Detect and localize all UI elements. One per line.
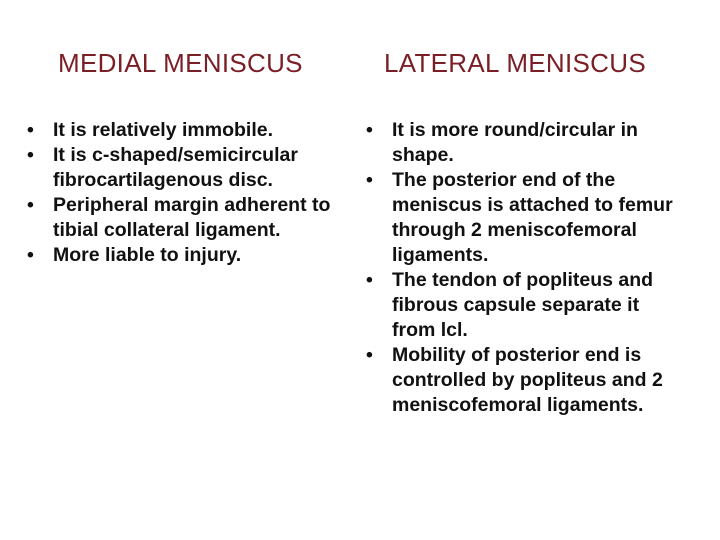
- medial-meniscus-title: MEDIAL MENISCUS: [58, 48, 303, 78]
- lateral-point-text: Mobility of posterior end is controlled by popliteus and 2 meniscofemoral ligaments.: [392, 344, 663, 416]
- bullet-icon: •: [366, 269, 373, 291]
- lateral-point-text: The tendon of popliteus and fibrous capsule separate it from lcl.: [392, 269, 654, 341]
- lateral-point: [357, 268, 682, 343]
- lateral-point-text: It is more round/circular in shape.: [392, 119, 638, 166]
- medial-point: [18, 143, 348, 193]
- bullet-icon: •: [366, 344, 373, 366]
- medial-point-text: Peripheral margin adherent to tibial collateral ligament.: [53, 194, 331, 241]
- bullet-icon: •: [27, 194, 34, 216]
- lateral-meniscus-title: LATERAL MENISCUS: [384, 48, 646, 78]
- bullet-icon: •: [27, 244, 34, 266]
- bullet-icon: •: [366, 119, 373, 141]
- lateral-point: [357, 168, 682, 268]
- lateral-point-text: The posterior end of the meniscus is attached to femur through 2 meniscofemoral ligaments.: [392, 169, 673, 266]
- lateral-meniscus-list: [357, 118, 682, 418]
- bullet-icon: •: [27, 119, 34, 141]
- medial-point-text: More liable to injury.: [53, 244, 242, 266]
- medial-point-text: It is c-shaped/semicircular fibrocartilagenous disc.: [53, 144, 298, 191]
- bullet-icon: •: [27, 144, 34, 166]
- bullet-icon: •: [366, 169, 373, 191]
- lateral-point: [357, 118, 682, 168]
- medial-meniscus-list: [18, 118, 348, 268]
- medial-point-text: It is relatively immobile.: [53, 119, 274, 141]
- lateral-point: [357, 343, 682, 418]
- medial-point: [18, 118, 348, 143]
- medial-point: [18, 193, 348, 243]
- medial-point: [18, 243, 348, 268]
